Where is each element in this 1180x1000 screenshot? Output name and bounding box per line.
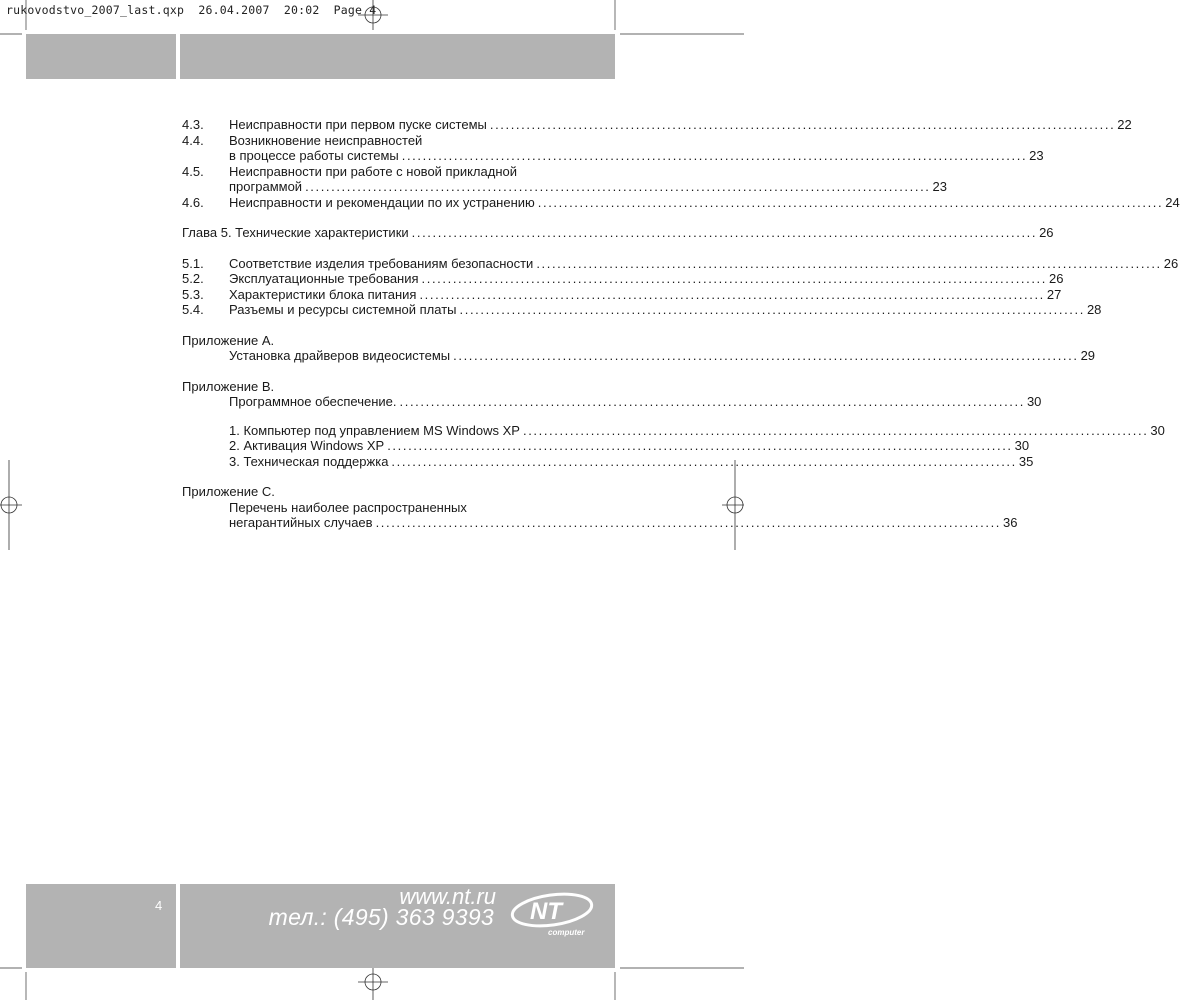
toc-title: Установка драйверов видеосистемы [229, 348, 451, 363]
toc-entry [182, 133, 610, 149]
toc-appendix-heading [182, 379, 610, 395]
toc-page: 36 [1003, 515, 1018, 530]
toc-title: негарантийных случаев [229, 515, 373, 530]
footer-url: www.nt.ru [399, 884, 496, 909]
toc-title: 1. Компьютер под управлением MS Windows XP [229, 422, 520, 438]
toc-page: 29 [1080, 348, 1096, 363]
logo-text: NT [530, 898, 562, 925]
toc-entry [182, 255, 1179, 272]
toc-leader: ........................................................................................................................ [537, 194, 1164, 210]
toc-page: 30 [1014, 438, 1030, 453]
toc-leader: ........................................................................................................................ [411, 225, 1038, 240]
nt-computer-logo [508, 888, 602, 940]
toc-subentry [182, 438, 1030, 454]
toc-subentry [182, 453, 1034, 470]
toc-number: 4.3. [182, 117, 204, 132]
toc-chapter-title: Глава 5. Технические характеристики [182, 225, 409, 240]
toc-appendix-heading [182, 484, 610, 500]
table-of-contents [182, 117, 1180, 531]
toc-leader: ........................................................................................................................ [453, 348, 1079, 363]
header-bar-right [180, 34, 615, 79]
toc-entry-continuation [182, 179, 947, 195]
toc-title: в процессе работы системы [229, 148, 399, 163]
toc-number: 5.4. [182, 302, 204, 317]
toc-number: 4.4. [182, 132, 204, 148]
toc-page: 26 [1048, 271, 1064, 286]
toc-page: 23 [932, 179, 947, 194]
footer-phone: тел.: (495) 363 9393 [268, 904, 494, 930]
toc-page: 26 [1039, 225, 1054, 240]
toc-title: Неисправности и рекомендации по их устранению [229, 194, 535, 210]
toc-title: 2. Активация Windows XP [229, 438, 385, 453]
toc-number: 4.6. [182, 194, 204, 210]
header-bar-left [26, 34, 176, 79]
appendix-heading: Приложение В. [182, 378, 275, 394]
toc-entry-continuation [182, 148, 1044, 164]
toc-leader: ........................................................................................................................ [387, 438, 1013, 453]
toc-page: 23 [1029, 148, 1044, 163]
toc-entry [182, 164, 610, 180]
toc-leader: ........................................................................................................................ [399, 394, 1025, 409]
toc-page: 24 [1165, 194, 1180, 210]
toc-number: 5.2. [182, 271, 204, 286]
appendix-heading: Приложение С. [182, 484, 275, 499]
toc-page: 26 [1163, 255, 1179, 271]
toc-appendix-heading [182, 333, 610, 349]
toc-subentry [182, 422, 1165, 439]
toc-title: Соответствие изделия требованиям безопасности [229, 255, 534, 271]
logo-subtext: computer [548, 928, 585, 937]
toc-entry [182, 286, 1062, 303]
toc-leader: ........................................................................................................................ [489, 117, 1116, 132]
toc-title-line: Возникновение неисправностей [229, 132, 423, 148]
toc-leader: ........................................................................................................................ [536, 255, 1162, 271]
toc-chapter [182, 225, 1054, 241]
toc-entry [182, 271, 1064, 287]
toc-title: Неисправности при первом пуске системы [229, 117, 487, 132]
toc-leader: ........................................................................................................................ [421, 271, 1047, 286]
toc-page: 30 [1150, 422, 1165, 438]
toc-leader: ........................................................................................................................ [305, 179, 931, 194]
toc-entry [182, 194, 1180, 211]
toc-leader: ........................................................................................................................ [375, 515, 1001, 530]
footer-bar-left [26, 884, 176, 968]
toc-page: 28 [1086, 302, 1102, 317]
toc-leader: ........................................................................................................................ [391, 453, 1017, 469]
toc-entry [182, 302, 1102, 318]
toc-leader: ........................................................................................................................ [401, 148, 1028, 163]
toc-title: Разъемы и ресурсы системной платы [229, 302, 457, 317]
toc-page: 27 [1046, 286, 1062, 302]
toc-page: 30 [1026, 394, 1042, 409]
appendix-heading: Приложение А. [182, 332, 275, 348]
toc-title: 3. Техническая поддержка [229, 453, 389, 469]
toc-leader: ........................................................................................................................ [522, 422, 1149, 438]
toc-title: Программное обеспечение. [229, 394, 397, 409]
toc-title: Эксплуатационные требования [229, 271, 419, 286]
toc-appendix [182, 500, 610, 516]
toc-title: Характеристики блока питания [229, 286, 417, 302]
toc-number: 5.1. [182, 255, 204, 271]
page-number: 4 [155, 898, 163, 913]
toc-entry [182, 117, 1132, 133]
toc-page: 22 [1117, 117, 1132, 132]
toc-appendix [182, 394, 1042, 410]
toc-title-line: Перечень наиболее распространенных [229, 499, 467, 515]
toc-appendix-continuation [182, 515, 1018, 531]
print-slug-line: rukovodstvo_2007_last.qxp 26.04.2007 20:02 Page 4 [6, 3, 377, 17]
toc-page: 35 [1018, 453, 1034, 469]
toc-leader: ........................................................................................................................ [459, 302, 1085, 317]
toc-leader: ........................................................................................................................ [419, 286, 1045, 302]
toc-number: 5.3. [182, 286, 204, 302]
toc-number: 4.5. [182, 163, 204, 179]
toc-title-line: Неисправности при работе с новой прикладной [229, 163, 517, 179]
toc-appendix [182, 348, 1096, 364]
toc-title: программой [229, 179, 303, 194]
